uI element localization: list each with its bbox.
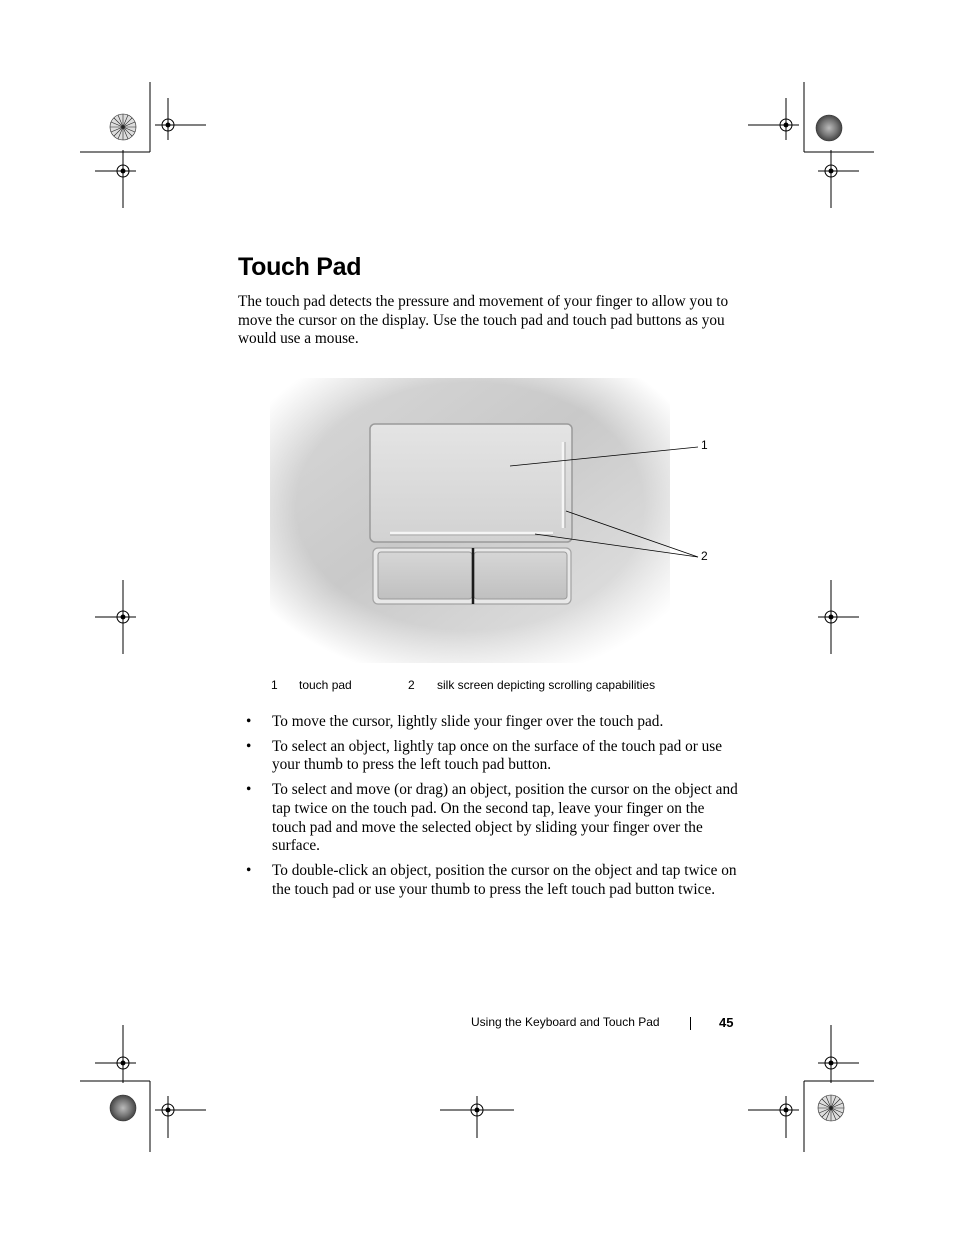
legend-label: silk screen depicting scrolling capabilities: [437, 678, 656, 692]
bullet-glyph: •: [246, 737, 252, 755]
touch-pad: [370, 424, 572, 542]
legend-number: 1: [271, 678, 278, 692]
right-touch-pad-button: [474, 552, 567, 599]
bullet-glyph: •: [246, 781, 252, 799]
list-item-text: To select and move (or drag) an object, position the cursor on the object and tap twice on the touch pad. On the second tap, leave your finger on the touch pad and move the selected object by sliding your finger over the surface.: [272, 781, 738, 855]
list-item: [246, 738, 741, 775]
legend-label: touch pad: [299, 678, 352, 692]
page-title: Touch Pad: [238, 253, 362, 281]
list-item-text: To move the cursor, lightly slide your finger over the touch pad.: [272, 713, 664, 730]
usage-bullet-list: [246, 713, 741, 905]
callout-number-2: 2: [701, 549, 708, 563]
list-item: [246, 862, 741, 899]
callout-number-1: 1: [701, 438, 708, 452]
intro-paragraph: The touch pad detects the pressure and movement of your finger to allow you to move the cursor on the display. Use the touch pad and touch pad buttons as you would use a mouse.: [238, 293, 729, 348]
list-item: [246, 713, 741, 732]
bullet-glyph: •: [246, 861, 252, 879]
left-touch-pad-button: [378, 552, 472, 599]
list-item-text: To select an object, lightly tap once on the surface of the touch pad or use your thumb to press the left touch pad button.: [272, 737, 723, 774]
list-item-text: To double-click an object, position the cursor on the object and tap twice on the touch pad or use your thumb to press the left touch pad button twice.: [272, 861, 737, 898]
footer-chapter-title: Using the Keyboard and Touch Pad: [471, 1015, 660, 1029]
list-item: [246, 781, 741, 856]
figure-legend: [0, 678, 954, 696]
touch-pad-illustration: [270, 378, 710, 663]
page-number: 45: [719, 1015, 734, 1030]
bullet-glyph: •: [246, 713, 252, 730]
footer-separator: [690, 1017, 691, 1030]
legend-number: 2: [408, 678, 415, 692]
